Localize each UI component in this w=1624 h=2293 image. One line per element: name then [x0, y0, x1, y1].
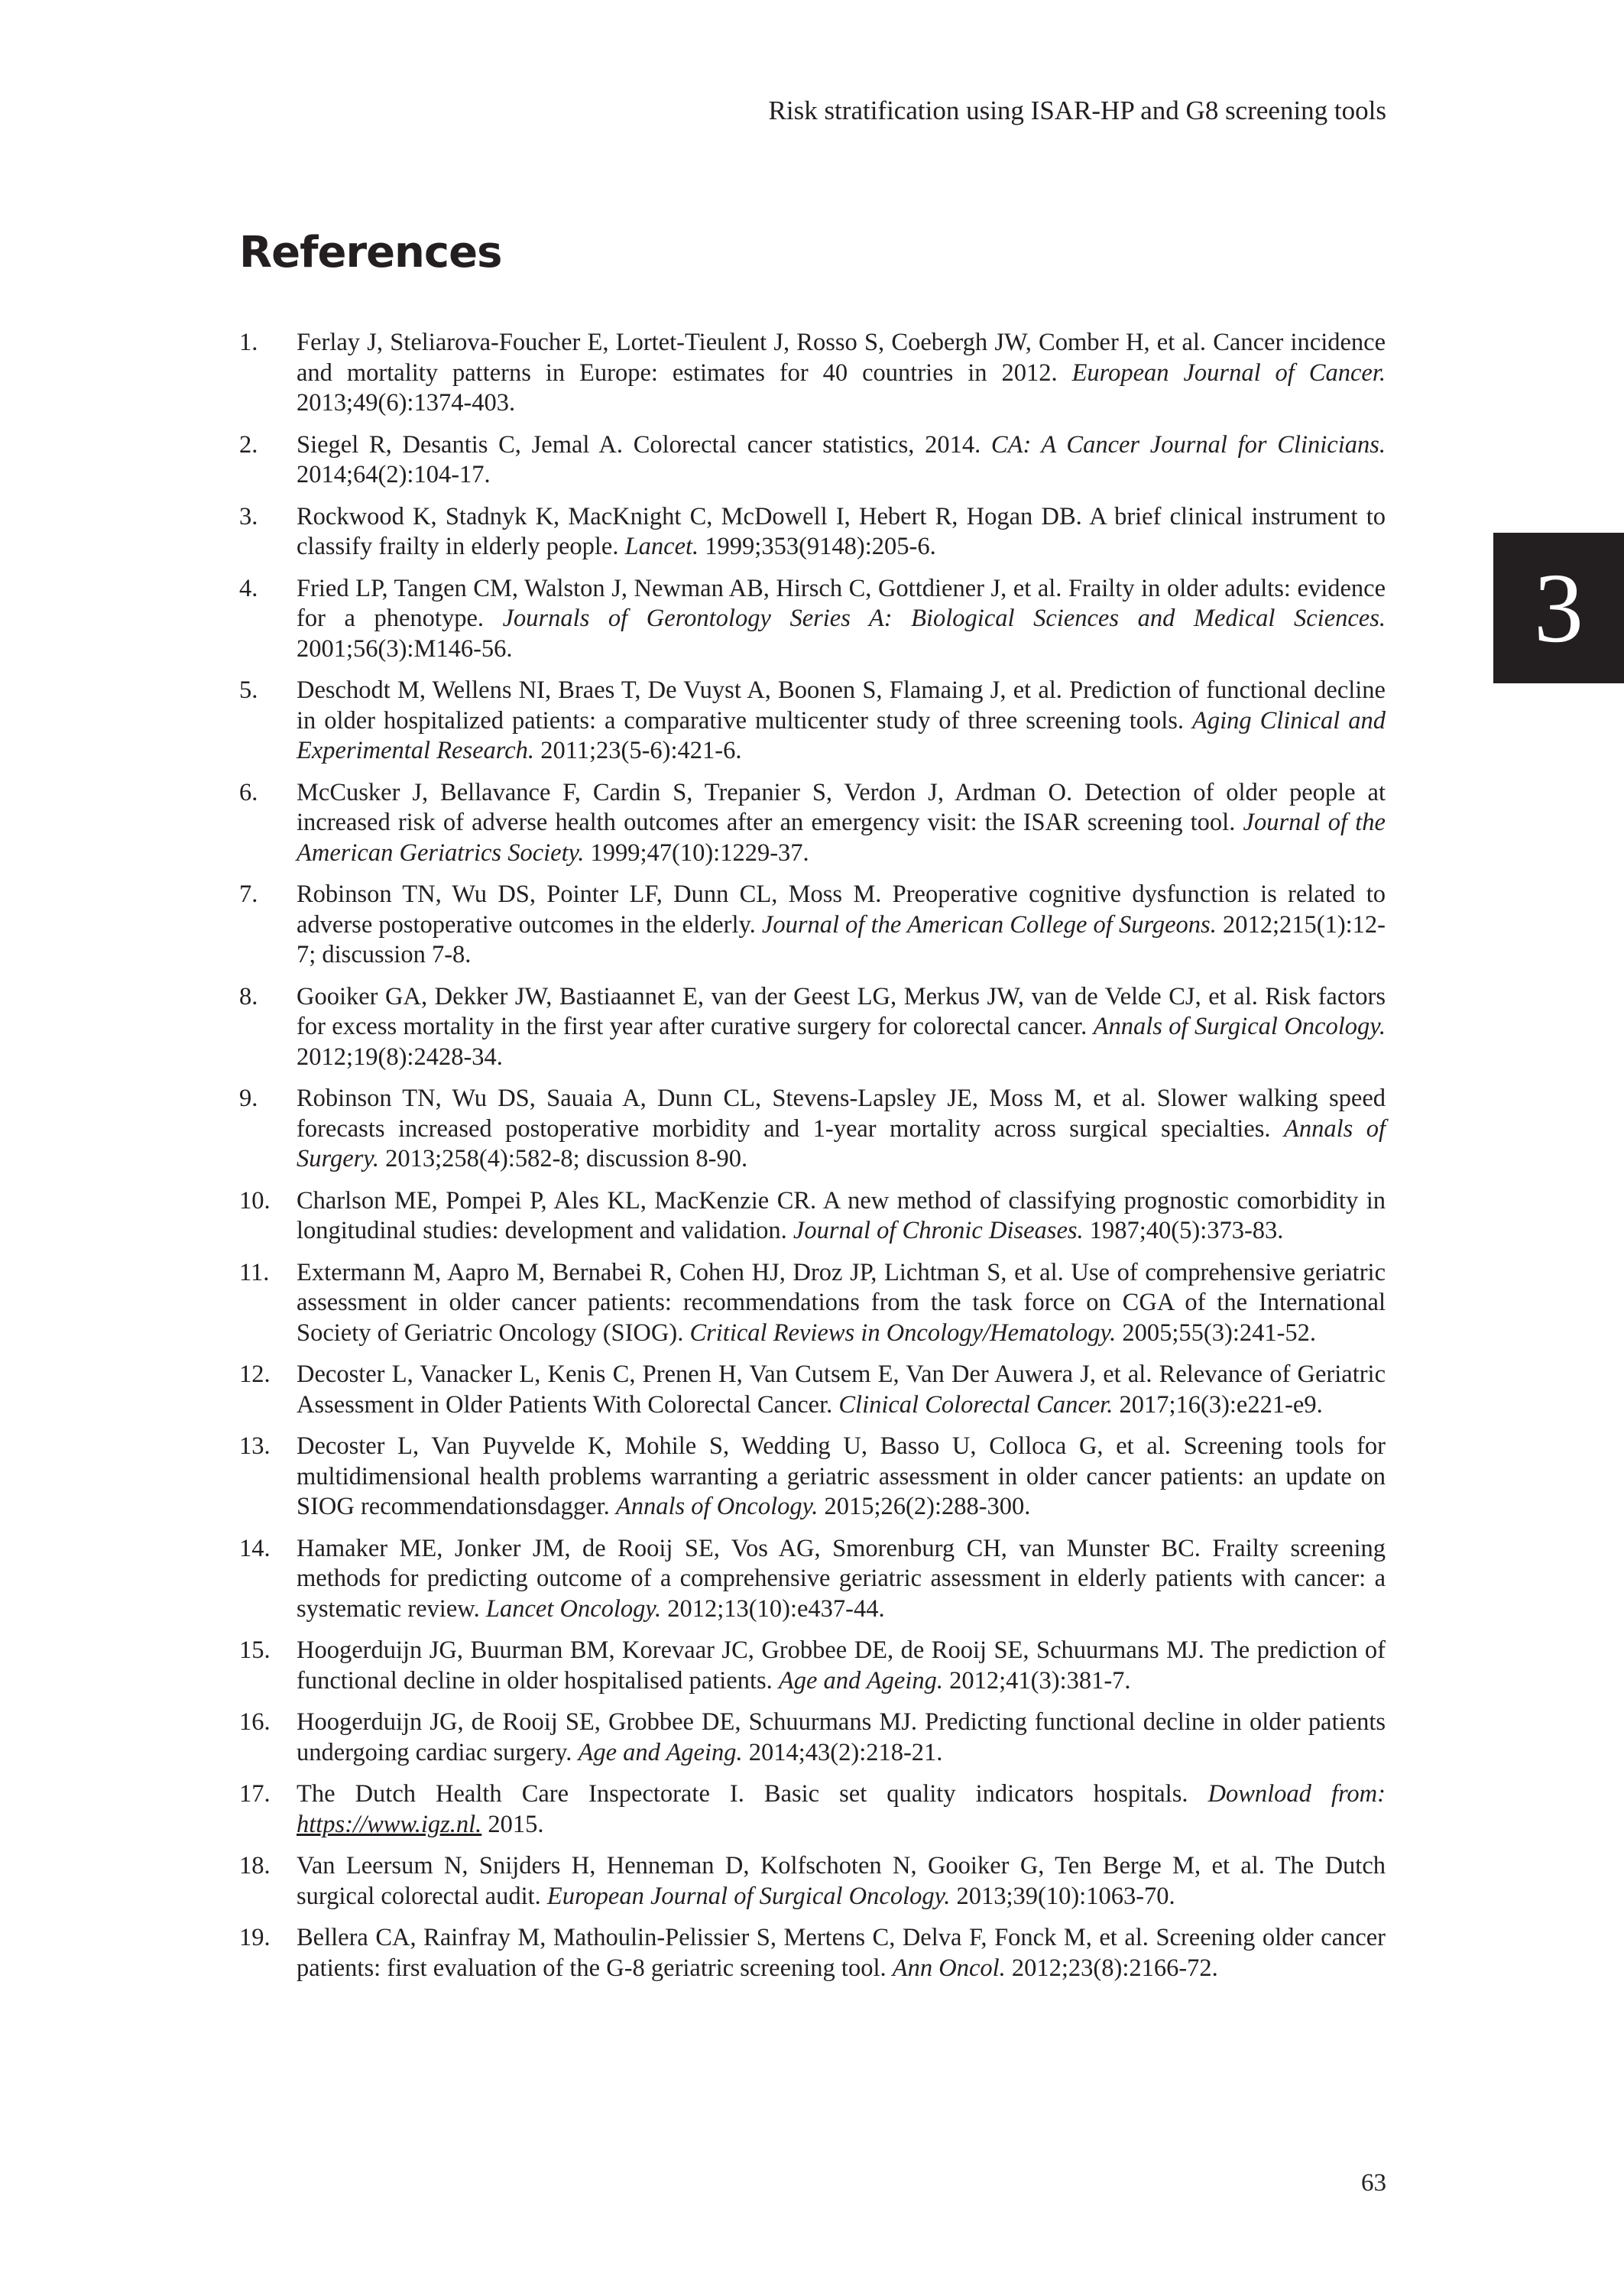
reference-text — [297, 1259, 1386, 1347]
reference-segment: McCusker J, Bellavance F, Cardin S, Trepanier S, Verdon J, Ardman O. Detection of older people at increased risk of adverse health outcomes after an emergency visit: the ISAR screening tool. — [297, 778, 1386, 836]
reference-number: 1. — [239, 329, 258, 356]
reference-item — [239, 1636, 1386, 1696]
reference-journal: Download from: — [1207, 1780, 1386, 1808]
reference-segment: 2012;41(3):381-7. — [943, 1666, 1131, 1695]
reference-text — [297, 1708, 1386, 1766]
reference-segment: Hoogerduijn JG, Buurman BM, Korevaar JC, Grobbee DE, de Rooij SE, Schuurmans MJ. The prediction of functional decline in older hospitalised patients. — [297, 1636, 1386, 1695]
reference-text — [297, 1924, 1386, 1982]
reference-journal: Ann Oncol. — [892, 1954, 1006, 1982]
reference-text — [297, 1361, 1386, 1419]
reference-text — [297, 1432, 1386, 1520]
reference-segment: Hamaker ME, Jonker JM, de Rooij SE, Vos AG, Smorenburg CH, van Munster BC. Frailty screening methods for predicting outcome of a comprehensive geriatric assessment in elderly patients with cancer: a systematic review. — [297, 1534, 1386, 1623]
reference-journal: Annals of Surgery. — [297, 1114, 1386, 1172]
reference-number: 11. — [239, 1258, 270, 1286]
reference-number: 3. — [239, 502, 258, 530]
reference-text — [297, 1636, 1386, 1695]
reference-segment: Van Leersum N, Snijders H, Henneman D, Kolfschoten N, Gooiker G, Ten Berge M, et al. The Dutch surgical colorectal audit. — [297, 1852, 1386, 1910]
reference-segment: 2012;13(10):e437-44. — [661, 1594, 885, 1623]
reference-text — [297, 1085, 1386, 1172]
page-number: 63 — [1361, 2169, 1386, 2197]
reference-segment: Charlson ME, Pompei P, Ales KL, MacKenzie CR. A new method of classifying prognostic comorbidity in longitudinal studies: development and validation. — [297, 1186, 1386, 1244]
reference-item — [239, 328, 1386, 419]
reference-number: 2. — [239, 430, 258, 459]
reference-text — [297, 1187, 1386, 1245]
reference-segment: Robinson TN, Wu DS, Pointer LF, Dunn CL, Moss M. Preoperative cognitive dysfunction is related to adverse postoperative outcomes in the elderly. — [297, 881, 1386, 939]
reference-text — [297, 779, 1386, 867]
reference-item — [239, 778, 1386, 869]
reference-text — [297, 1780, 1386, 1838]
reference-number: 7. — [239, 881, 258, 908]
section-title: References — [239, 228, 502, 277]
reference-segment: 2017;16(3):e221-e9. — [1113, 1390, 1323, 1419]
reference-item — [239, 880, 1386, 971]
reference-segment: 2012;23(8):2166-72. — [1005, 1954, 1218, 1982]
reference-segment: Decoster L, Vanacker L, Kenis C, Prenen H, Van Cutsem E, Van Der Auwera J, et al. Relevance of Geriatric Assessment in Older Patients With Colorectal Cancer. — [297, 1361, 1386, 1419]
reference-number: 10. — [239, 1186, 271, 1215]
reference-number: 6. — [239, 778, 258, 806]
reference-journal: Journal of Chronic Diseases. — [793, 1217, 1084, 1244]
reference-text — [297, 676, 1386, 764]
reference-journal: European Journal of Cancer. — [1071, 358, 1386, 387]
reference-text — [297, 329, 1386, 417]
reference-segment: Gooiker GA, Dekker JW, Bastiaannet E, van der Geest LG, Merkus JW, van de Velde CJ, et al. Risk factors for excess mortality in the first year after curative surgery for colorectal cancer. — [297, 982, 1386, 1040]
reference-item — [239, 982, 1386, 1073]
reference-journal: Annals of Surgical Oncology. — [1093, 1013, 1386, 1040]
reference-journal: Age and Ageing. — [578, 1738, 743, 1766]
reference-item — [239, 1851, 1386, 1912]
reference-segment: 1987;40(5):373-83. — [1083, 1217, 1284, 1244]
reference-segment: Ferlay J, Steliarova-Foucher E, Lortet-Tieulent J, Rosso S, Coebergh JW, Comber H, et al. Cancer incidence and mortality patterns in Europe: estimates for 40 countries in 2012. — [297, 329, 1386, 387]
reference-segment: 2014;64(2):104-17. — [297, 461, 491, 488]
reference-item — [239, 1084, 1386, 1175]
reference-item — [239, 1186, 1386, 1247]
reference-journal: Lancet. — [624, 533, 699, 560]
reference-journal: Journal of the American Geriatrics Society. — [297, 809, 1386, 867]
reference-number: 9. — [239, 1085, 258, 1112]
reference-text — [297, 503, 1386, 561]
reference-item — [239, 1534, 1386, 1625]
reference-segment: The Dutch Health Care Inspectorate I. Basic set quality indicators hospitals. — [297, 1780, 1208, 1808]
reference-number: 15. — [239, 1636, 271, 1664]
reference-segment: 2015. — [481, 1810, 544, 1838]
reference-item — [239, 676, 1386, 767]
reference-number: 16. — [239, 1708, 271, 1736]
reference-segment: 2005;55(3):241-52. — [1116, 1318, 1317, 1347]
running-header: Risk stratification using ISAR-HP and G8 screening tools — [768, 96, 1386, 125]
reference-journal: European Journal of Surgical Oncology. — [546, 1882, 951, 1910]
reference-journal: CA: A Cancer Journal for Clinicians. — [990, 430, 1386, 459]
reference-segment: 2012;19(8):2428-34. — [297, 1043, 503, 1071]
reference-segment: Robinson TN, Wu DS, Sauaia A, Dunn CL, Stevens-Lapsley JE, Moss M, et al. Slower walking speed forecasts increased postoperative morbidity and 1-year mortality across surgical specialties. — [297, 1085, 1386, 1143]
reference-segment: 1999;47(10):1229-37. — [584, 838, 809, 867]
reference-item — [239, 1360, 1386, 1420]
reference-item — [239, 430, 1386, 491]
reference-item — [239, 1258, 1386, 1349]
reference-segment: Deschodt M, Wellens NI, Braes T, De Vuyst A, Boonen S, Flamaing J, et al. Prediction of functional decline in older hospitalized patients: a comparative multicenter study of three screening tools. — [297, 676, 1386, 735]
reference-segment: Decoster L, Van Puyvelde K, Mohile S, Wedding U, Basso U, Colloca G, et al. Screening tools for multidimensional health problems warranting a geriatric assessment in older cancer patients: an update on SIOG recommendationsdagger. — [297, 1432, 1386, 1520]
reference-number: 8. — [239, 982, 258, 1010]
reference-item — [239, 574, 1386, 665]
reference-segment: 2014;43(2):218-21. — [742, 1738, 943, 1766]
reference-journal: Critical Reviews in Oncology/Hematology. — [689, 1318, 1117, 1347]
reference-item — [239, 1923, 1386, 1983]
reference-segment: 2015;26(2):288-300. — [818, 1493, 1031, 1520]
reference-number: 4. — [239, 574, 258, 602]
reference-text — [297, 881, 1386, 968]
reference-item — [239, 1779, 1386, 1840]
reference-item — [239, 1708, 1386, 1768]
chapter-number: 3 — [1534, 553, 1583, 663]
reference-list — [239, 328, 1386, 1995]
reference-segment: Extermann M, Aapro M, Bernabei R, Cohen HJ, Droz JP, Lichtman S, et al. Use of comprehensive geriatric assessment in older cancer patients: recommendations from the task force on CGA of the International Society of Geriatric Oncology (SIOG). — [297, 1258, 1386, 1347]
reference-number: 17. — [239, 1780, 271, 1808]
reference-journal: Aging Clinical and Experimental Research. — [297, 706, 1386, 764]
reference-number: 19. — [239, 1924, 271, 1951]
reference-segment: 2001;56(3):M146-56. — [297, 634, 513, 663]
reference-journal: Age and Ageing. — [778, 1666, 944, 1695]
reference-text — [297, 1852, 1386, 1910]
reference-segment: Hoogerduijn JG, de Rooij SE, Grobbee DE, Schuurmans MJ. Predicting functional decline in older patients undergoing cardiac surgery. — [297, 1708, 1386, 1766]
reference-journal: Lancet Oncology. — [485, 1594, 662, 1623]
reference-text — [297, 983, 1386, 1071]
reference-number: 13. — [239, 1432, 271, 1460]
reference-segment: Fried LP, Tangen CM, Walston J, Newman AB, Hirsch C, Gottdiener J, et al. Frailty in older adults: evidence for a phenotype. — [297, 574, 1386, 632]
reference-segment: Bellera CA, Rainfray M, Mathoulin-Pelissier S, Mertens C, Delva F, Fonck M, et al. Screening older cancer patients: first evaluation of the G-8 geriatric screening tool. — [297, 1924, 1386, 1982]
reference-link[interactable]: https://www.igz.nl. — [297, 1810, 482, 1838]
reference-text — [297, 1535, 1386, 1623]
chapter-tab — [1493, 533, 1624, 683]
reference-journal: Journal of the American College of Surgeons. — [761, 910, 1217, 939]
reference-segment: Siegel R, Desantis C, Jemal A. Colorectal cancer statistics, 2014. — [297, 430, 991, 459]
reference-text — [297, 575, 1386, 663]
reference-segment: 2011;23(5-6):421-6. — [534, 737, 742, 764]
reference-number: 12. — [239, 1361, 271, 1388]
reference-journal: Annals of Oncology. — [615, 1493, 818, 1520]
reference-segment: 1999;353(9148):205-6. — [699, 533, 936, 560]
reference-segment: 2013;258(4):582-8; discussion 8-90. — [379, 1145, 748, 1172]
reference-journal: Clinical Colorectal Cancer. — [838, 1390, 1113, 1419]
reference-journal: Journals of Gerontology Series A: Biological Sciences and Medical Sciences. — [502, 605, 1386, 632]
reference-number: 5. — [239, 676, 258, 704]
reference-text — [297, 431, 1386, 489]
reference-item — [239, 1432, 1386, 1523]
reference-segment: Rockwood K, Stadnyk K, MacKnight C, McDowell I, Hebert R, Hogan DB. A brief clinical instrument to classify frailty in elderly people. — [297, 502, 1386, 560]
reference-segment: 2012;215(1):12-7; discussion 7-8. — [297, 910, 1386, 968]
reference-item — [239, 502, 1386, 563]
reference-segment: 2013;49(6):1374-403. — [297, 389, 516, 417]
reference-number: 14. — [239, 1534, 271, 1562]
reference-number: 18. — [239, 1852, 271, 1879]
reference-segment: 2013;39(10):1063-70. — [950, 1882, 1175, 1910]
